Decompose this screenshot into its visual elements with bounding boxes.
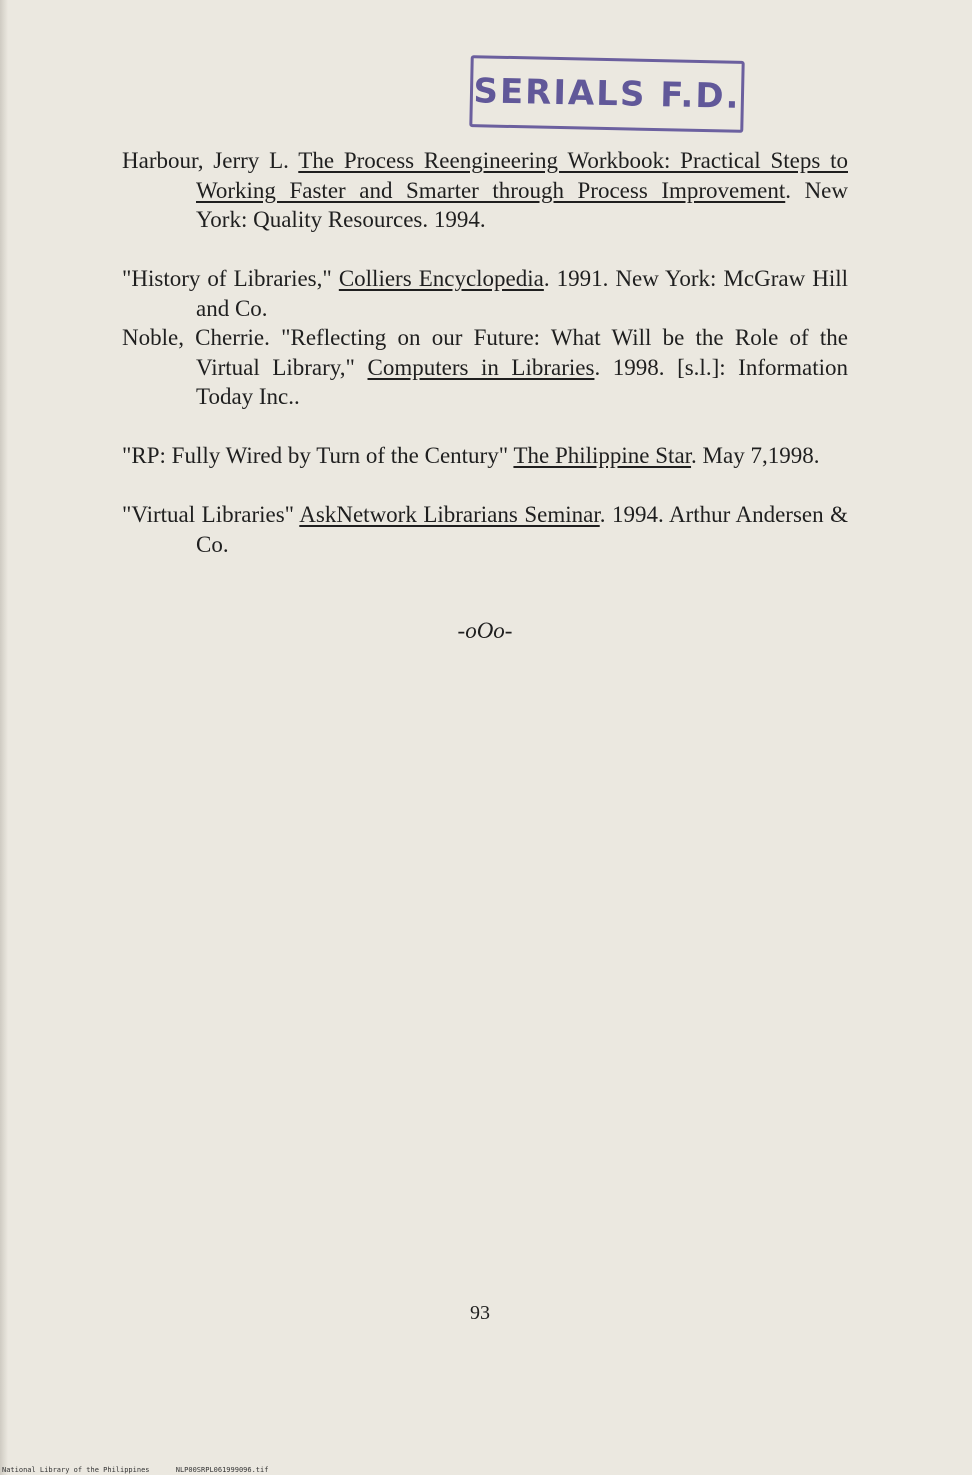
serials-stamp: SERIALS F.D.	[469, 55, 744, 133]
reference-author: "RP: Fully Wired by Turn of the Century"	[122, 443, 509, 468]
reference-publication: New York: Quality Resources. 1994.	[196, 177, 848, 232]
footer-file: NLP00SRPL061999096.tif	[175, 1466, 269, 1474]
reference-author: Noble, Cherrie. "Reflecting on our Future: What Will be the Role of the Virtual Library,"	[122, 325, 848, 380]
footer-library: National Library of the Philippines	[2, 1466, 150, 1474]
reference-publication: 1991. New York: McGraw Hill and Co.	[196, 266, 849, 321]
reference-author: "History of Libraries,"	[122, 266, 332, 291]
reference-item: "Virtual Libraries" AskNetwork Librarians Seminar. 1994. Arthur Andersen & Co.	[122, 502, 849, 557]
reference-author: Harbour, Jerry L.	[122, 148, 289, 173]
reference-item: Harbour, Jerry L. The Process Reengineering Workbook: Practical Steps to Working Faster and Smarter through Process Improvement. New York: Quality Resources. 1994.	[122, 148, 848, 232]
reference-publication: May 7,1998.	[702, 443, 820, 468]
scan-footer	[2, 1466, 290, 1474]
reference-author: "Virtual Libraries"	[122, 502, 295, 527]
reference-title: Colliers Encyclopedia	[338, 266, 544, 291]
reference-item: Noble, Cherrie. "Reflecting on our Future: What Will be the Role of the Virtual Library," Computers in Libraries. 1998. [s.l.]: Information Today Inc..	[122, 325, 849, 409]
page-edge	[0, 0, 8, 1475]
reference-list	[122, 146, 848, 559]
reference-title: The Process Reengineering Workbook: Practical Steps to Working Faster and Smarter through Process Improvement	[196, 148, 848, 203]
section-separator: -oOo-	[457, 618, 513, 643]
reference-title: Computers in Libraries	[367, 354, 595, 380]
page-number: 93	[470, 1302, 490, 1324]
reference-title: The Philippine Star	[513, 443, 692, 468]
reference-item: "RP: Fully Wired by Turn of the Century" The Philippine Star. May 7,1998.	[122, 443, 820, 468]
reference-publication: 1994. Arthur Andersen & Co.	[196, 502, 849, 557]
reference-publication: 1998. [s.l.]: Information Today Inc..	[196, 354, 849, 409]
reference-item: "History of Libraries," Colliers Encyclopedia. 1991. New York: McGraw Hill and Co.	[122, 266, 849, 321]
reference-title: AskNetwork Librarians Seminar	[299, 502, 600, 527]
